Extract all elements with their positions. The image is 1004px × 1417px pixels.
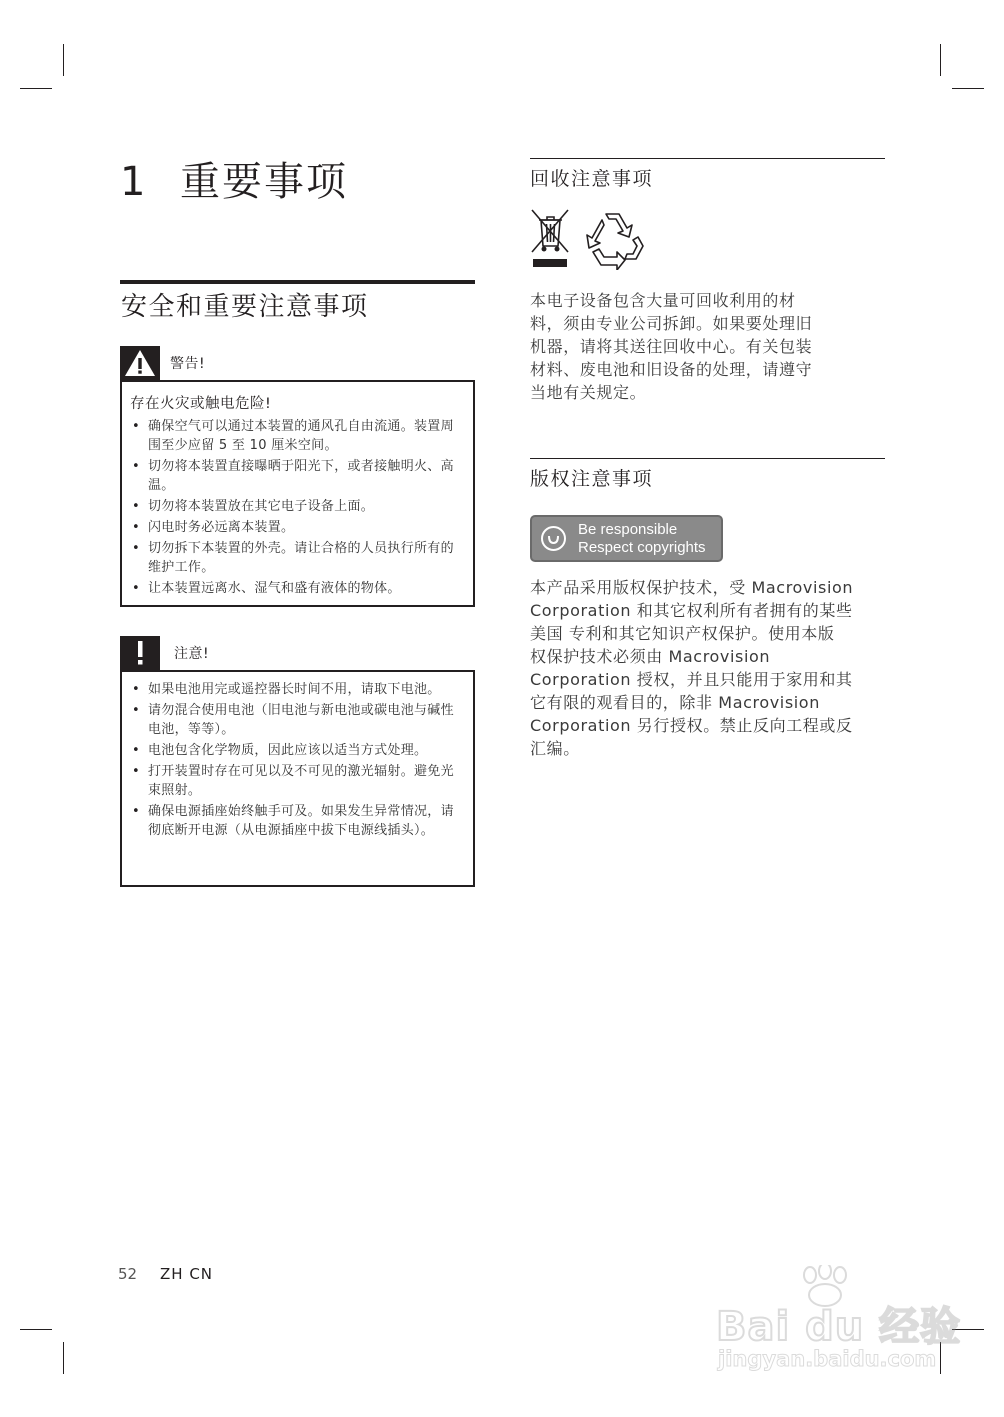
badge-text: [578, 521, 706, 557]
section-title: 安全和重要注意事项: [121, 292, 369, 322]
copyright-text: [530, 576, 895, 760]
warning-list: [122, 417, 473, 598]
exclamation-icon: [120, 636, 160, 670]
crop-mark: [20, 1329, 52, 1330]
list-item: • 确保电源插座始终触手可及。如果发生异常情况，请彻底断开电源（从电源插座中拔下电源线插头）。: [130, 802, 467, 840]
list-item: • 确保空气可以通过本装置的通风孔自由流通。装置周围至少应留 5 至 10 厘米空间。: [130, 417, 467, 455]
recycling-heading: 回收注意事项: [530, 168, 654, 190]
list-item: • 切勿将本装置放在其它电子设备上面。: [130, 497, 467, 516]
caution-label: 注意!: [174, 646, 210, 662]
weee-crossed-bin-icon: [530, 208, 570, 270]
list-item: • 切勿将本装置直接曝晒于阳光下，或者接触明火、高温。: [130, 457, 467, 495]
crop-mark: [63, 1342, 64, 1374]
warning-header: [120, 346, 205, 380]
paragraph-line: 它有限的观看目的，除非 Macrovision: [530, 693, 820, 712]
paragraph-line: 当地有关规定。: [530, 383, 647, 402]
copyright-divider: [530, 458, 885, 459]
paragraph-line: 料，须由专业公司拆卸。如果要处理旧: [530, 314, 813, 333]
list-item: • 闪电时务必远离本装置。: [130, 518, 467, 537]
caution-box: [120, 670, 475, 887]
paragraph-line: 本电子设备包含大量可回收利用的材: [530, 291, 796, 310]
chapter-title-text: 重要事项: [180, 159, 348, 205]
crop-mark: [940, 44, 941, 76]
paragraph-line: 材料、废电池和旧设备的处理，请遵守: [530, 360, 813, 379]
list-item: • 如果电池用完或遥控器长时间不用，请取下电池。: [130, 680, 467, 699]
paragraph-line: 机器，请将其送往回收中心。有关包装: [530, 337, 813, 356]
list-item: • 让本装置远离水、湿气和盛有液体的物体。: [130, 579, 467, 598]
baidu-watermark: [710, 1265, 962, 1385]
list-item: • 电池包含化学物质，因此应该以适当方式处理。: [130, 741, 467, 760]
list-item: • 切勿拆下本装置的外壳。请让合格的人员执行所有的维护工作。: [130, 539, 467, 577]
watermark-url: jingyan.baidu.com: [718, 1347, 937, 1371]
crop-mark: [952, 88, 984, 89]
caution-header: [120, 636, 209, 670]
recycling-text: [530, 289, 890, 404]
warning-heading: 存在火灾或触电危险!: [130, 396, 272, 412]
watermark-brand: Bai du 经验: [716, 1304, 962, 1350]
caution-list: [122, 680, 473, 840]
paragraph-line: 汇编。: [530, 739, 580, 758]
chapter-number: 1: [120, 159, 148, 205]
recycling-divider: [530, 158, 885, 159]
paragraph-line: Corporation 和其它权利所有者拥有的某些: [530, 601, 853, 620]
crop-mark: [20, 88, 52, 89]
crop-mark: [63, 44, 64, 76]
paragraph-line: 本产品采用版权保护技术，受 Macrovision: [530, 578, 854, 597]
list-item: • 打开装置时存在可见以及不可见的激光辐射。避免光束照射。: [130, 762, 467, 800]
warning-triangle-icon: [120, 346, 160, 380]
paragraph-line: Corporation 授权，并且只能用于家用和其: [530, 670, 853, 689]
badge-line-2: Respect copyrights: [578, 539, 706, 556]
smile-icon: [541, 526, 566, 551]
page-number: 52: [118, 1265, 138, 1283]
warning-label: 警告!: [170, 356, 206, 372]
chapter-title: [120, 150, 348, 207]
language-code: ZH CN: [160, 1265, 214, 1283]
badge-line-1: Be responsible: [578, 521, 678, 538]
recycle-icon: [583, 208, 645, 270]
list-item: • 请勿混合使用电池（旧电池与新电池或碳电池与碱性电池，等等）。: [130, 701, 467, 739]
paragraph-line: 权保护技术必须由 Macrovision: [530, 647, 771, 666]
paragraph-line: Corporation 另行授权。禁止反向工程或反: [530, 716, 853, 735]
paragraph-line: 美国 专利和其它知识产权保护。使用本版: [530, 624, 835, 643]
section-divider: [120, 280, 475, 284]
copyright-badge: [530, 515, 723, 562]
warning-box: [120, 380, 475, 607]
copyright-heading: 版权注意事项: [530, 468, 654, 490]
